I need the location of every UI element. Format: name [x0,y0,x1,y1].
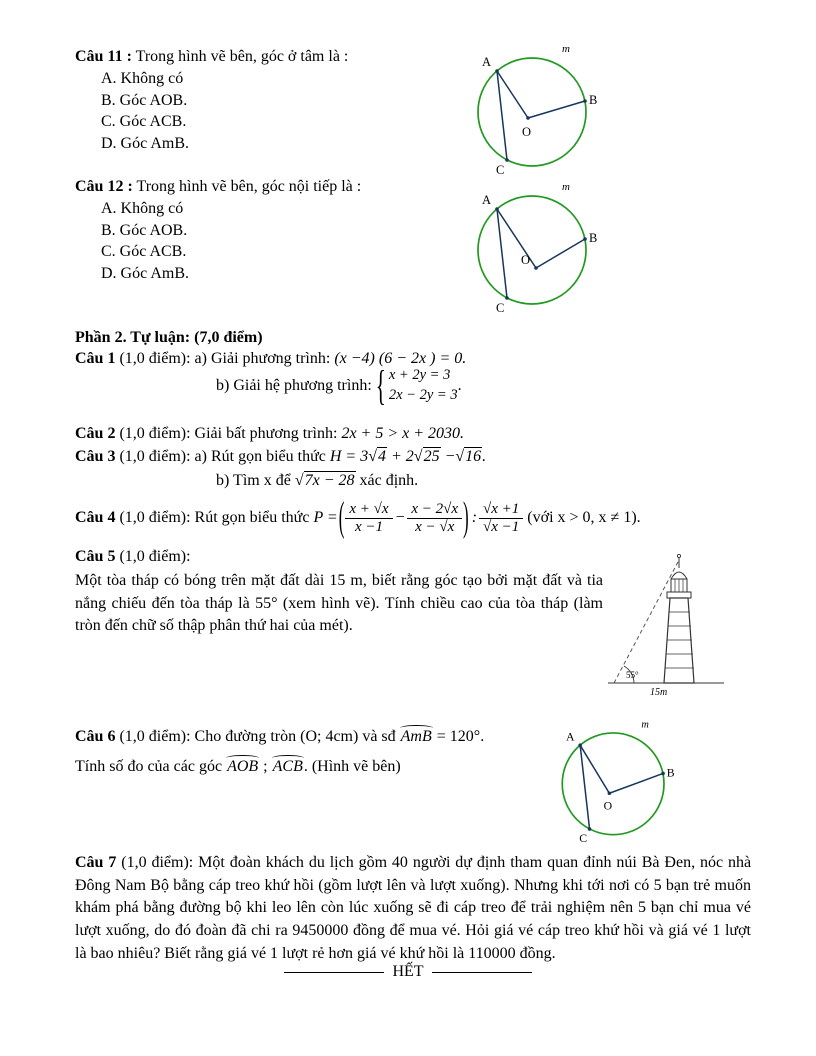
cau5-score: (1,0 điểm): [119,548,191,565]
point-b [583,237,587,241]
label-b: B [589,231,598,245]
cau1-b-tail: . [457,377,462,394]
cau4-label: Câu 4 [75,509,116,526]
cau7-paragraph [75,852,751,966]
cau5-label: Câu 5 [75,548,116,565]
radical-sign: √ [455,448,465,465]
point-b [661,772,665,776]
cau7-score: (1,0 điểm): [121,854,194,871]
cau6-pre: Cho đường tròn (O; 4cm) và sđ [194,728,396,745]
q12-option-c: C. Góc ACB. [101,243,187,261]
label-m: m [562,181,570,193]
cau6-line2-pre: Tính số đo của các góc [75,758,223,775]
cau1-score: (1,0 điểm): [119,350,191,367]
label-c: C [496,163,505,177]
arc-ACB: ACB [272,758,303,775]
cau4-p-pre: P = [313,509,338,526]
q12-text: Trong hình vẽ bên, góc nội tiếp là : [136,178,362,195]
radical-sign: √ [368,448,377,465]
sun-ray-line [614,560,679,683]
cau3-score: (1,0 điểm): [119,448,191,465]
divide-op: : [471,509,478,526]
cau3-b-label: b) Tìm x để [216,472,291,489]
radical-sign: √ [413,448,423,465]
eq-h-pre: H = 3 [329,448,369,465]
cau2-label: Câu 2 [75,425,116,442]
angle-label: 55° [626,670,639,680]
figure-lighthouse [606,546,728,698]
sqrt-4: √4 [368,448,386,465]
cau1-line-b [216,361,462,409]
minus-op: − [394,509,406,526]
cau5-body: Một tòa tháp có bóng trên mặt đất dài 15 m, biết rằng góc tạo bởi mặt đất và tia nắng chiếu đến tòa tháp là 55° (xem hình vẽ). Tính chiều cao của tòa tháp (làm tròn đến chữ số thập phân thứ hai của mét). [75,572,603,635]
arc-AmB: AmB [400,728,432,745]
open-paren: ( [338,494,345,540]
sqrt-25: √25 [413,448,440,465]
segment-ob [609,773,663,793]
label-b: B [589,93,598,107]
cau4-score: (1,0 điểm): [119,509,191,526]
cau3-line-a [75,448,486,466]
radical-sign: √ [294,472,304,489]
q11-stem [75,46,475,68]
label-a: A [482,193,492,207]
tower-dome [671,572,687,579]
segment-ob [528,101,585,118]
cau6-sep: ; [263,758,268,775]
cau3-a-equation [330,447,486,465]
fraction-3: $\frac{√x +1}{√x -1}$ [479,501,523,535]
sqrt-16: √16 [455,448,482,465]
equation-system [389,366,458,405]
cau2-line [75,425,464,443]
cau5-heading [75,548,191,566]
label-o: O [521,253,531,267]
cau6-label: Câu 6 [75,728,116,745]
cau1-label: Câu 1 [75,350,116,367]
point-o [608,791,612,795]
eq-op-1: + 2 [391,448,414,465]
tower-body [664,598,694,683]
label-m: m [641,719,649,731]
q12-stem [75,176,475,198]
cau3-line-b [216,472,418,490]
label-c: C [579,832,588,846]
base-label: 15m [650,687,668,698]
label-m: m [562,43,570,55]
light-room-windows [675,579,683,592]
label-c: C [496,301,505,315]
circle-outline [562,733,664,835]
point-o [526,116,530,120]
label-a: A [566,730,575,744]
point-c [505,296,509,300]
cau7-body: Một đoàn khách du lịch gồm 40 người dự định tham quan đỉnh núi Bà Đen, nóc nhà Đông Nam Bộ bằng cáp treo khứ hồi (gồm lượt lên và lượt xuống). Nhưng khi tới nơi có 5 bạn trẻ muốn khám phá bằng đường bộ khi leo lên còn lúc xuống sẽ đi cáp treo để trải nghiệm nên 5 bạn chỉ mua vé lượt xuống, do đó đoàn đã chi ra 9450000 đồng để mua vé. Hỏi giá vé cáp treo khứ hồi và giá vé 1 lượt là bao nhiêu? Biết rằng giá vé 1 lượt rẻ hơn giá vé khứ hồi là 110000 đồng. [75,854,752,962]
cau4-condition: (với x > 0, x ≠ 1). [527,509,641,526]
system-eq-1: x + 2y = 3 [388,367,451,384]
q11-option-b: B. Góc AOB. [101,91,188,109]
label-o: O [603,799,613,813]
cau2-text: Giải bất phương trình: [194,425,338,442]
circle-figure-q6 [552,716,678,846]
q11-label: Câu 11 : [75,48,132,65]
cau1-a-label: a) Giải phương trình: [194,350,331,367]
point-b [583,99,587,103]
label-b: B [666,766,675,780]
cau3-b-tail: xác định. [359,472,419,489]
system-eq-2: 2x − 2y = 3 [388,387,458,403]
footer-line-right [432,972,532,973]
cau3-a-label: a) Rút gọn biểu thức [194,448,326,465]
cau6-post: = 120°. [436,728,485,745]
cau2-equation: 2x + 5 > x + 2030. [341,425,465,442]
circle-figure-q12 [468,178,600,316]
label-a: A [482,55,492,69]
tower-gallery [667,592,691,598]
cau1-b-label: b) Giải hệ phương trình: [216,377,372,394]
point-o [534,266,538,270]
eq-op-2: − [444,448,456,465]
question-12 [75,176,475,285]
point-c [505,158,509,162]
close-paren: ) [463,494,469,540]
q11-option-c: C. Góc ACB. [101,113,187,131]
fraction-1: $\frac{x + √x}{x -1}$ [345,501,392,535]
q12-option-a: A. Không có [101,199,184,217]
q12-option-b: B. Góc AOB. [101,221,188,239]
footer-line-left [284,972,384,973]
cau6-line-2 [75,758,401,776]
cau6-line-1 [75,728,484,746]
q12-label: Câu 12 : [75,178,133,195]
eq-period: . [482,448,487,465]
question-11 [75,46,475,155]
cau4-text: Rút gọn biểu thức [194,509,310,526]
q11-option-d: D. Góc AmB. [101,135,189,152]
sqrt-7x-28: √7x − 28 [294,472,355,489]
q11-option-a: A. Không có [101,69,184,87]
circle-figure-q11 [468,40,600,178]
point-a [578,743,582,747]
point-c [588,827,592,831]
antenna-tip [677,554,680,557]
cau1-a-equation: (x −4) (6 − 2x ) = 0. [334,350,467,367]
q12-option-d: D. Góc AmB. [101,265,189,282]
circle-outline [478,58,586,166]
q12-options [101,198,475,285]
circle-outline [478,196,586,304]
point-a [495,207,499,211]
segment-vb [536,239,585,268]
fraction-2: $\frac{x - 2√x}{x - √x}$ [407,501,462,535]
q11-text: Trong hình vẽ bên, góc ở tâm là : [135,48,349,65]
cau4-line [75,494,641,542]
q11-options [101,68,475,155]
cau7-label: Câu 7 [75,854,117,871]
footer [0,963,816,981]
arc-AOB: AOB [227,758,259,775]
footer-text: HẾT [392,963,424,980]
part2-title: Phần 2. Tự luận: (7,0 điểm) [75,329,263,346]
cau3-label: Câu 3 [75,448,116,465]
cau6-line2-post: . (Hình vẽ bên) [303,758,401,775]
system-brace: { [375,361,386,409]
label-o: O [522,125,532,139]
cau2-score: (1,0 điểm): [119,425,191,442]
point-a [495,69,499,73]
cau6-score: (1,0 điểm): [119,728,191,745]
